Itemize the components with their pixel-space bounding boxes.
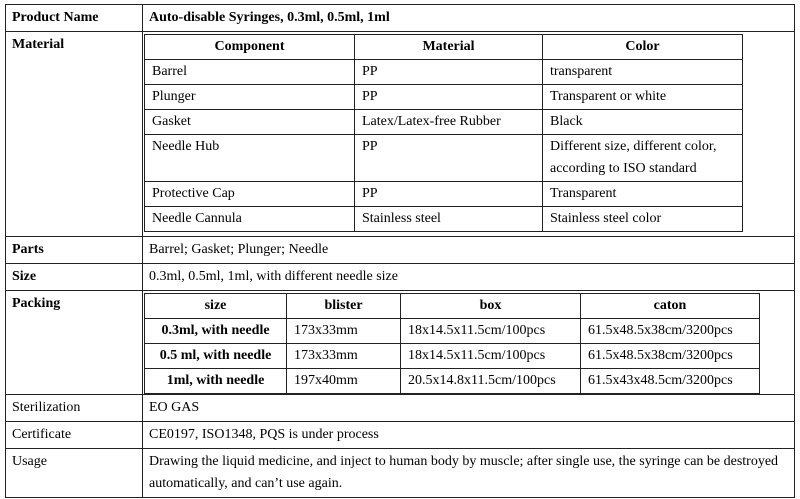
material-material: PP (355, 135, 543, 182)
certificate-value: CE0197, ISO1348, PQS is under process (143, 422, 795, 449)
material-color: transparent (543, 60, 743, 85)
spec-table (5, 4, 795, 498)
material-row (145, 85, 743, 110)
packing-box: 18x14.5x11.5cm/100pcs (401, 344, 581, 369)
material-color: Transparent or white (543, 85, 743, 110)
material-row (145, 110, 743, 135)
packing-size: 0.3ml, with needle (145, 319, 287, 344)
packing-box: 20.5x14.8x11.5cm/100pcs (401, 369, 581, 394)
material-material: PP (355, 85, 543, 110)
packing-size: 1ml, with needle (145, 369, 287, 394)
packing-header-caton: caton (581, 294, 760, 319)
row-sterilization (6, 395, 795, 422)
material-row (145, 182, 743, 207)
material-component: Plunger (145, 85, 355, 110)
parts-value: Barrel; Gasket; Plunger; Needle (143, 237, 795, 264)
material-color: Stainless steel color (543, 207, 743, 232)
sterilization-value: EO GAS (143, 395, 795, 422)
row-material (6, 32, 795, 237)
usage-label: Usage (6, 449, 143, 498)
material-color: Transparent (543, 182, 743, 207)
row-size (6, 264, 795, 291)
packing-blister: 173x33mm (287, 344, 401, 369)
material-row (145, 135, 743, 182)
packing-cell (143, 291, 795, 395)
packing-header-box: box (401, 294, 581, 319)
row-packing (6, 291, 795, 395)
material-color: Black (543, 110, 743, 135)
material-component: Needle Cannula (145, 207, 355, 232)
certificate-label: Certificate (6, 422, 143, 449)
material-component: Gasket (145, 110, 355, 135)
size-label: Size (6, 264, 143, 291)
size-value: 0.3ml, 0.5ml, 1ml, with different needle size (143, 264, 795, 291)
material-row (145, 207, 743, 232)
row-usage (6, 449, 795, 498)
packing-size: 0.5 ml, with needle (145, 344, 287, 369)
packing-header-blister: blister (287, 294, 401, 319)
packing-caton: 61.5x48.5x38cm/3200pcs (581, 344, 760, 369)
material-component: Needle Hub (145, 135, 355, 182)
material-table (144, 34, 743, 232)
packing-header-size: size (145, 294, 287, 319)
packing-blister: 173x33mm (287, 319, 401, 344)
material-material: PP (355, 60, 543, 85)
packing-box: 18x14.5x11.5cm/100pcs (401, 319, 581, 344)
packing-row (145, 319, 760, 344)
packing-label: Packing (6, 291, 143, 395)
packing-blister: 197x40mm (287, 369, 401, 394)
material-header-color: Color (543, 35, 743, 60)
product-name-value: Auto-disable Syringes, 0.3ml, 0.5ml, 1ml (143, 5, 795, 32)
material-label: Material (6, 32, 143, 237)
row-product-name (6, 5, 795, 32)
product-name-label: Product Name (6, 5, 143, 32)
packing-table (144, 293, 760, 394)
material-material: Stainless steel (355, 207, 543, 232)
parts-label: Parts (6, 237, 143, 264)
material-material: Latex/Latex-free Rubber (355, 110, 543, 135)
packing-caton: 61.5x43x48.5cm/3200pcs (581, 369, 760, 394)
material-header-component: Component (145, 35, 355, 60)
row-certificate (6, 422, 795, 449)
sterilization-label: Sterilization (6, 395, 143, 422)
material-material: PP (355, 182, 543, 207)
material-color: Different size, different color, according to ISO standard (543, 135, 743, 182)
material-component: Protective Cap (145, 182, 355, 207)
material-row (145, 60, 743, 85)
material-header-material: Material (355, 35, 543, 60)
row-parts (6, 237, 795, 264)
packing-row (145, 344, 760, 369)
material-component: Barrel (145, 60, 355, 85)
packing-caton: 61.5x48.5x38cm/3200pcs (581, 319, 760, 344)
packing-row (145, 369, 760, 394)
material-cell (143, 32, 795, 237)
packing-header-row (145, 294, 760, 319)
usage-value: Drawing the liquid medicine, and inject to human body by muscle; after single use, the syringe can be destroyed automatically, and can’t use again. (143, 449, 795, 498)
material-header-row (145, 35, 743, 60)
